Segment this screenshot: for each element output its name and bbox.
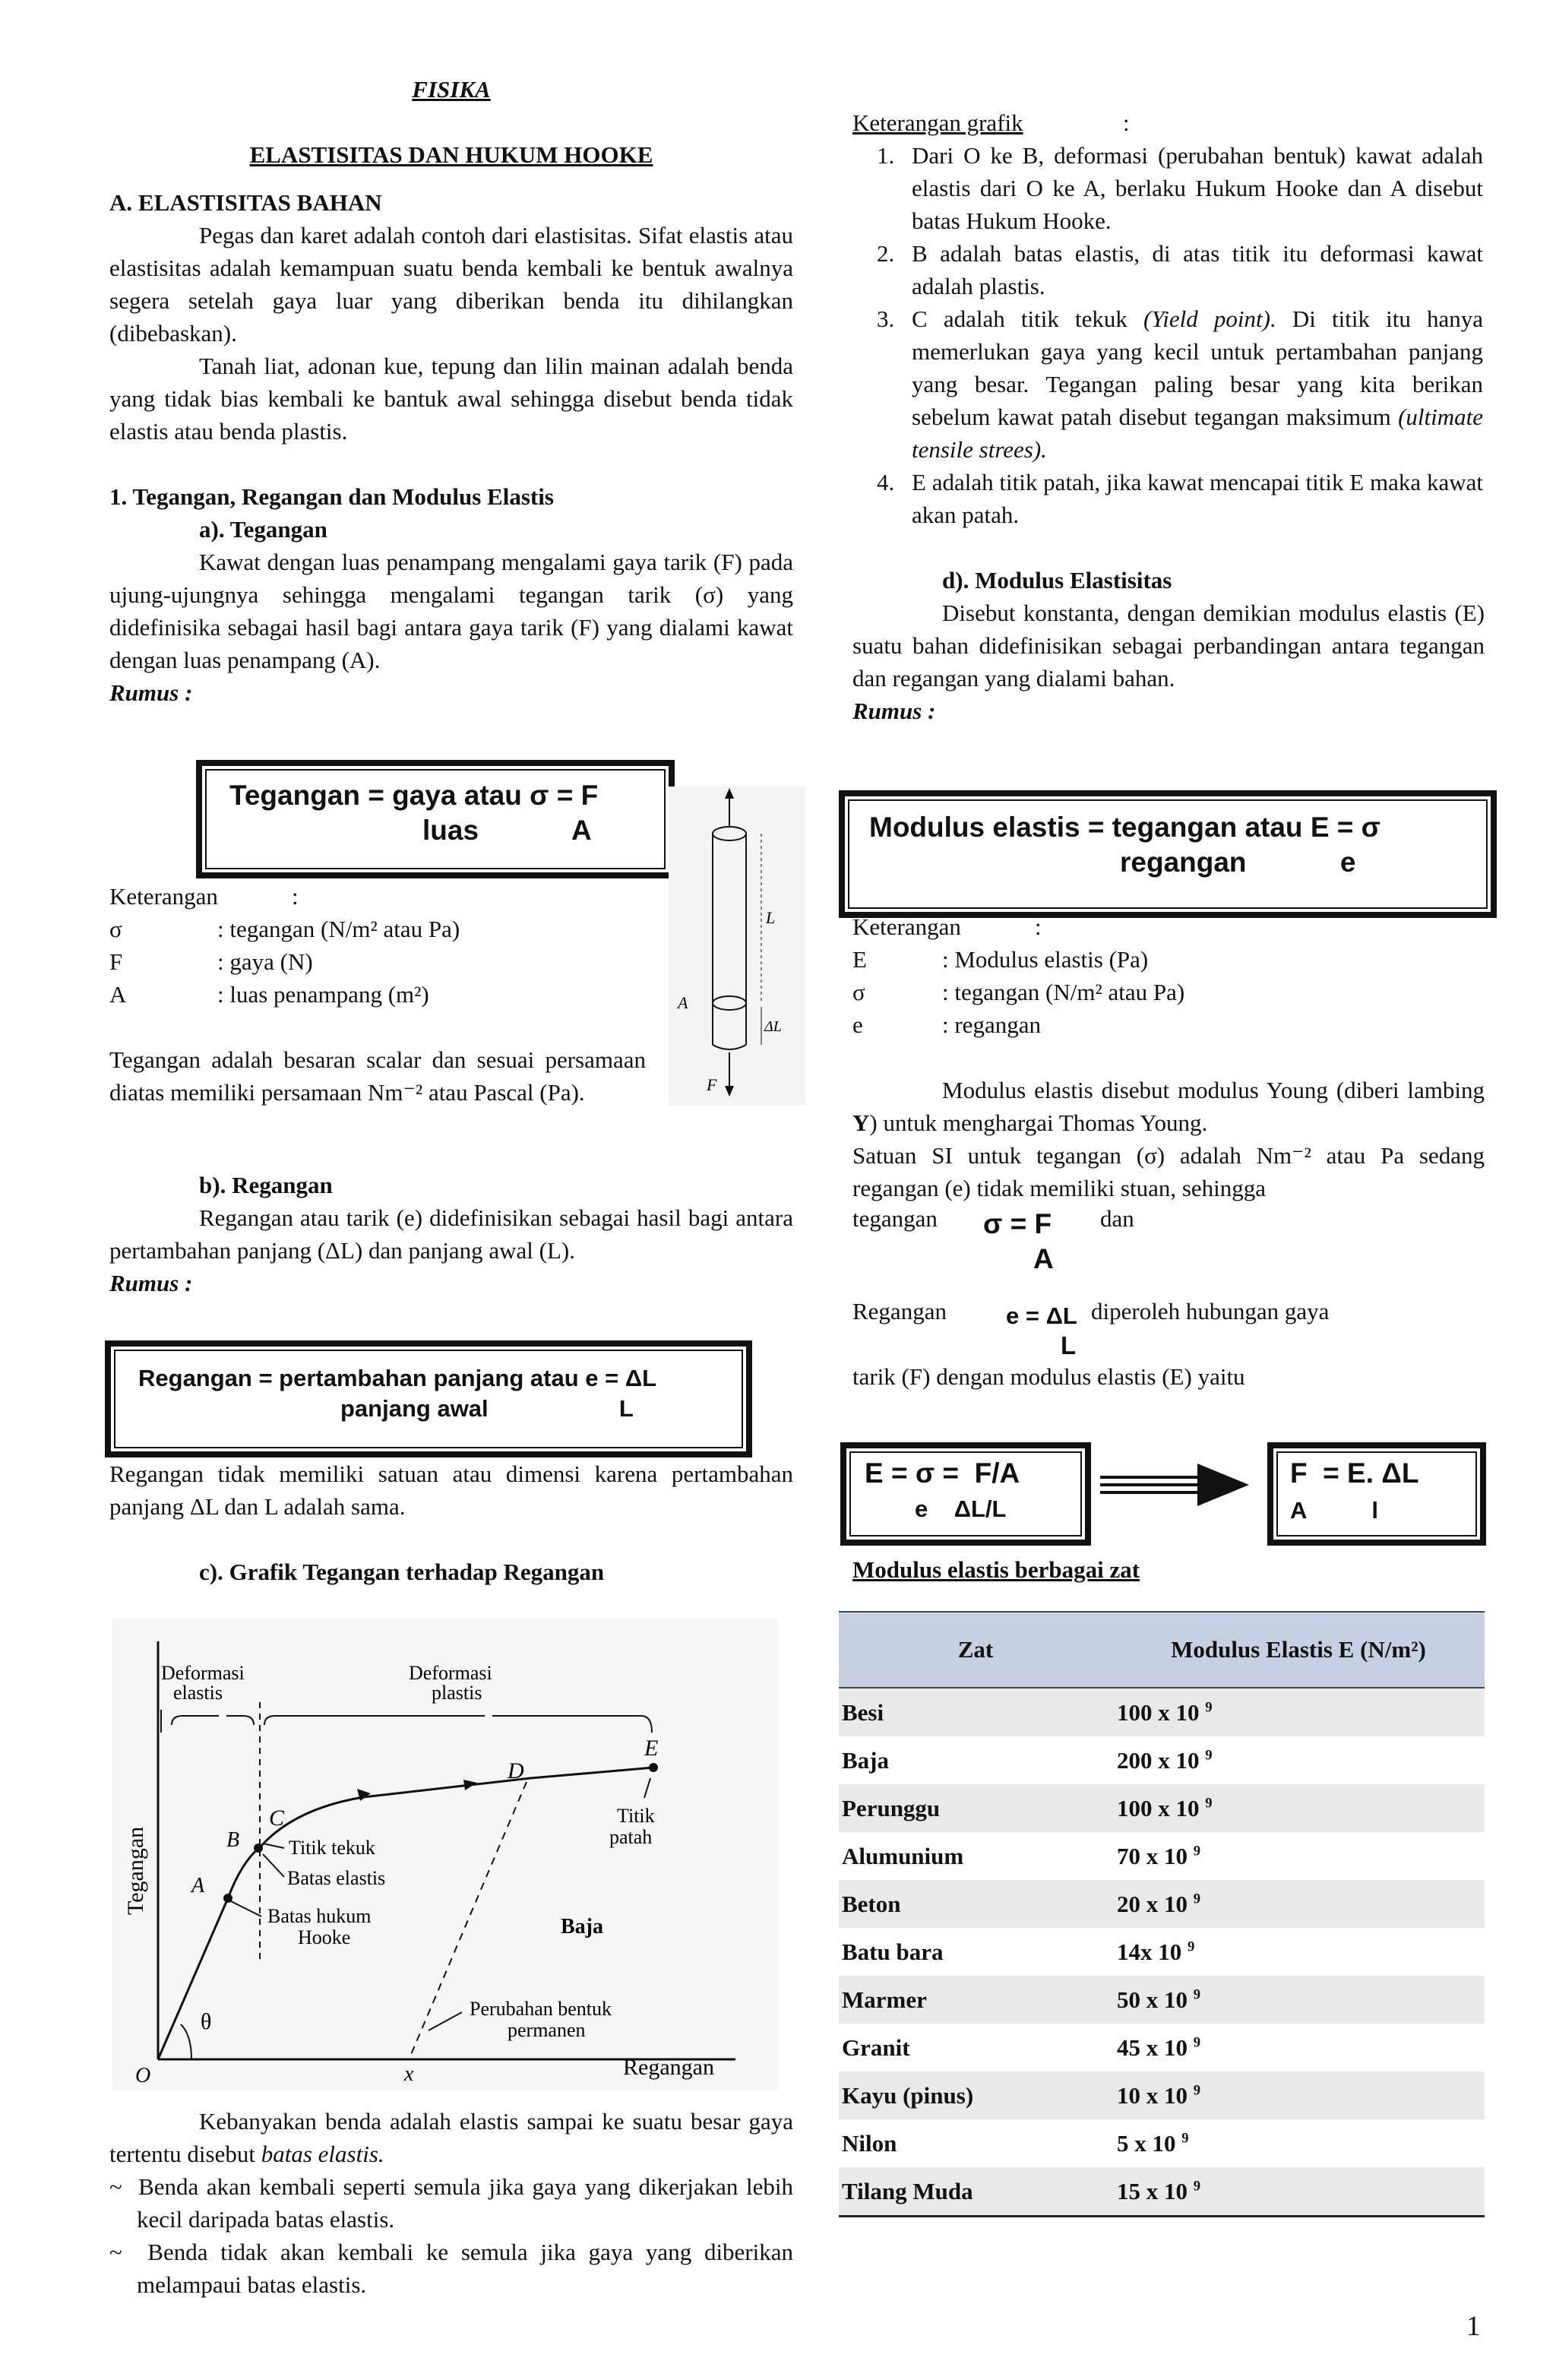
table-row	[839, 1736, 1485, 1784]
table-cell-modulus-value: 20 x 10	[1117, 1890, 1188, 1917]
grafik-heading: c). Grafik Tegangan terhadap Regangan	[199, 1559, 605, 1585]
section-a-heading: A. ELASTISITAS BAHAN	[109, 189, 382, 216]
ket-grafik-item-1: 1. Dari O ke B, deformasi (perubahan bentuk) kawat adalah elastis dari O ke A, berlaku Hukum Hooke dan A disebut batas Hukum Hooke.	[877, 142, 1483, 234]
regangan-heading: b). Regangan	[199, 1172, 333, 1198]
table-cell-exponent: 9	[1193, 2082, 1201, 2099]
graph-point-A: A	[191, 1874, 205, 1897]
batas-elastis-text: Kebanyakan benda adalah elastis sampai ke suatu besar gaya tertentu disebut batas elastis.	[109, 2108, 793, 2167]
table-cell-exponent: 9	[1205, 1795, 1213, 1812]
table-cell-modulus	[1114, 1880, 1485, 1928]
table-cell-modulus	[1114, 1832, 1485, 1880]
modulus-ket-sym-3: e	[852, 1011, 863, 1038]
table-cell-zat: Beton	[842, 1890, 901, 1917]
modulus-ket-sym-1: E	[852, 946, 867, 973]
page-number: 1	[1466, 2311, 1481, 2342]
e-den: L	[1061, 1331, 1077, 1359]
modulus-formula-box	[839, 790, 1497, 918]
section-a-p2: Tanah liat, adonan kue, tepung dan lilin mainan adalah benda yang tidak bias kembali ke bantuk awal sehingga disebut benda tidak elastis atau benda plastis.	[109, 353, 793, 445]
table-cell-modulus	[1114, 1736, 1485, 1784]
table-cell-modulus-value: 10 x 10	[1117, 2081, 1188, 2109]
table-cell-zat: Marmer	[842, 1986, 927, 2013]
modulus-ket-desc-2: : tegangan (N/m² atau Pa)	[942, 979, 1185, 1005]
left-column	[109, 73, 793, 709]
after-graph-text	[109, 2105, 793, 2301]
ket-grafik-item-4: 4. E adalah titik patah, jika kawat mencapai titik E maka kawat akan patah.	[877, 469, 1483, 528]
tarik-line: tarik (F) dengan modulus elastis (E) yaitu	[852, 1363, 1245, 1390]
table-cell-modulus	[1114, 1688, 1485, 1736]
stress-strain-graph	[112, 1619, 778, 2090]
table-cell-exponent: 9	[1193, 1843, 1201, 1859]
graph-point-C: C	[269, 1806, 285, 1831]
graph-region1-line2: elastis	[173, 1682, 223, 1704]
modulus-ket-desc-3: : regangan	[942, 1011, 1041, 1038]
section-b	[109, 1169, 793, 1299]
diperoleh-text: diperoleh hubungan gaya	[1091, 1298, 1330, 1325]
table-cell-modulus-value: 14x 10	[1117, 1938, 1182, 1965]
table-row	[839, 1880, 1485, 1928]
table-cell-zat: Kayu (pinus)	[842, 2081, 974, 2109]
ket-grafik-item-3: 3. C adalah titik tekuk (Yield point). Di titik itu hanya memerlukan gaya yang kecil untuk pertambahan panjang yang besar. Tegangan paling besar yang kita berikan sebelum kawat patah disebut tegangan maksimum (ultimate tensile strees).	[877, 305, 1484, 463]
right-column	[852, 106, 1485, 727]
table-cell-modulus	[1114, 1976, 1485, 2024]
table-cell-modulus-value: 15 x 10	[1117, 2177, 1188, 2204]
table-cell-modulus	[1114, 2024, 1485, 2071]
table-cell-exponent: 9	[1188, 1938, 1195, 1955]
graph-region2-line2: plastis	[432, 1682, 482, 1704]
table-cell-zat: Granit	[842, 2033, 910, 2061]
tegangan-formula-top: Tegangan = gaya atau σ = F	[229, 780, 599, 811]
modulus-text: Disebut konstanta, dengan demikian modulus elastis (E) suatu bahan didefinisikan sebagai perbandingan antara tegangan dan regangan yang dialami bahan.	[852, 600, 1485, 692]
table-cell-modulus-value: 200 x 10	[1117, 1746, 1200, 1774]
table-cell-exponent: 9	[1193, 2034, 1201, 2051]
table-row	[839, 1784, 1485, 1832]
table-row	[839, 1928, 1485, 1976]
ket-grafik-label: Keterangan grafik	[852, 109, 1023, 136]
regangan-note: Regangan tidak memiliki satuan atau dimensi karena pertambahan panjang ΔL dan L adalah sama.	[109, 1461, 793, 1520]
table-cell-zat: Nilon	[842, 2129, 897, 2157]
regangan-formula-top: Regangan = pertambahan panjang atau e = ΔL	[138, 1365, 657, 1391]
wire-label-dL: ΔL	[764, 1018, 782, 1035]
table-cell-modulus-value: 45 x 10	[1117, 2033, 1188, 2061]
modulus-table	[839, 1611, 1485, 2217]
tegangan-text: Kawat dengan luas penampang mengalami gaya tarik (F) pada ujung-ujungnya sehingga mengalami tegangan tarik (σ) yang didefinisika sebagai hasil bagi antara gaya tarik (F) yang dialami kawat dengan luas penampang (A).	[109, 549, 793, 673]
table-cell-exponent: 9	[1205, 1747, 1213, 1764]
graph-point-x: x	[404, 2062, 414, 2086]
table-row	[839, 2071, 1485, 2119]
table-row	[839, 2119, 1485, 2167]
table-header-modulus: Modulus Elastis E (N/m²)	[1171, 1636, 1426, 1663]
ket-a-desc-1: : tegangan (N/m² atau Pa)	[217, 916, 460, 942]
table-cell-exponent: 9	[1193, 1891, 1201, 1907]
regangan-word: Regangan	[852, 1298, 947, 1325]
graph-note-perubahan-2: permanen	[508, 2019, 586, 2041]
ket-grafik-colon: :	[1123, 109, 1130, 136]
e-eq: e = ΔL	[1006, 1302, 1077, 1329]
graph-note-perubahan-1: Perubahan bentuk	[470, 1998, 612, 2020]
table-cell-modulus	[1114, 1928, 1485, 1976]
young-text: Modulus elastis disebut modulus Young (diberi lambing Y) untuk menghargai Thomas Young.	[852, 1077, 1485, 1136]
table-cell-zat: Perunggu	[842, 1794, 941, 1821]
tegangan-note: Tegangan adalah besaran scalar dan sesuai persamaan diatas memiliki persamaan Nm⁻² atau Pascal (Pa).	[109, 1046, 646, 1106]
tegangan-formula-box	[196, 760, 675, 878]
dan-word: dan	[1100, 1205, 1134, 1232]
bullet-2: ~ Benda tidak akan kembali ke semula jika gaya yang diberikan melampaui batas elastis.	[109, 2239, 794, 2298]
tegangan-formula-bottom: luas A	[422, 815, 592, 846]
ket-a-sym-2: F	[109, 948, 123, 975]
sigma-eq: σ = F	[983, 1208, 1052, 1239]
wire-figure	[669, 786, 805, 1106]
main-title: ELASTISITAS DAN HUKUM HOOKE	[249, 141, 653, 168]
equation-box-1	[840, 1442, 1091, 1546]
ket-a-desc-3: : luas penampang (m²)	[217, 981, 429, 1008]
graph-y-label: Tegangan	[123, 1826, 148, 1915]
table-row	[839, 1976, 1485, 2024]
graph-point-O: O	[135, 2064, 151, 2087]
graph-note-baja: Baja	[561, 1915, 603, 1938]
graph-note-batas-elastis: Batas elastis	[287, 1867, 386, 1889]
table-cell-modulus-value: 5 x 10	[1117, 2129, 1176, 2157]
keterangan-a-colon: :	[292, 883, 299, 910]
modulus-ket-label: Keterangan	[852, 913, 961, 940]
arrow-icon	[1100, 1461, 1252, 1509]
equation-box-2-top: F = E. ΔL	[1290, 1457, 1419, 1489]
graph-note-titik-patah-1: Titik	[617, 1805, 655, 1827]
table-cell-modulus-value: 70 x 10	[1117, 1842, 1188, 1869]
table-title: Modulus elastis berbagai zat	[852, 1556, 1140, 1583]
modulus-ket-sym-2: σ	[852, 979, 865, 1005]
page-header: FISIKA	[412, 76, 491, 103]
table-cell-modulus-value: 100 x 10	[1117, 1794, 1200, 1821]
wire-label-L: L	[766, 908, 776, 927]
ket-a-desc-2: : gaya (N)	[217, 948, 313, 975]
table-cell-zat: Batu bara	[842, 1938, 944, 1965]
table-cell-zat: Alumunium	[842, 1842, 964, 1869]
regangan-formula-box	[105, 1340, 752, 1457]
regangan-note-block	[109, 1457, 793, 1588]
bullet-1: ~ Benda akan kembali seperti semula jika gaya yang dikerjakan lebih kecil daripada batas elastis.	[109, 2173, 793, 2233]
table-body	[839, 1688, 1485, 2215]
table-cell-exponent: 9	[1181, 2130, 1189, 2147]
tegangan-heading: a). Tegangan	[199, 516, 327, 543]
wire-label-F: F	[707, 1075, 717, 1094]
table-cell-zat: Baja	[842, 1746, 889, 1774]
sub1-heading: 1. Tegangan, Regangan dan Modulus Elastis	[109, 483, 554, 510]
graph-theta: θ	[201, 2009, 212, 2034]
table-cell-modulus	[1114, 2071, 1485, 2119]
ket-grafik-item-2: 2. B adalah batas elastis, di atas titik itu deformasi kawat adalah plastis.	[877, 240, 1483, 299]
graph-point-D: D	[508, 1758, 524, 1783]
rumus-label-b: Rumus :	[109, 1270, 193, 1296]
table-row	[839, 1832, 1485, 1880]
modulus-ket-desc-1: : Modulus elastis (Pa)	[942, 946, 1149, 973]
graph-point-E: E	[644, 1736, 659, 1761]
keterangan-a-label: Keterangan	[109, 883, 218, 910]
modulus-keterangan	[852, 910, 1485, 1204]
tegangan-word: tegangan	[852, 1205, 938, 1232]
table-row	[839, 2024, 1485, 2071]
graph-note-batas-hooke-2: Hooke	[298, 1926, 351, 1948]
graph-region2-line1: Deformasi	[409, 1662, 492, 1684]
section-a-p1: Pegas dan karet adalah contoh dari elastisitas. Sifat elastis atau elastisitas adalah kemampuan suatu benda kembali ke bentuk awalnya segera setelah gaya luar yang diberikan benda itu dihilangkan (dibebaskan).	[109, 222, 793, 347]
table-row	[839, 1688, 1485, 1736]
graph-note-titik-tekuk: Titik tekuk	[289, 1837, 375, 1859]
rumus-label-d: Rumus :	[852, 698, 936, 724]
table-cell-exponent: 9	[1193, 1986, 1201, 2003]
table-header	[839, 1613, 1485, 1688]
ket-a-sym-1: σ	[109, 916, 122, 942]
graph-x-label: Regangan	[623, 2055, 714, 2080]
sigma-den: A	[1033, 1243, 1054, 1274]
regangan-text: Regangan atau tarik (e) didefinisikan sebagai hasil bagi antara pertambahan panjang (ΔL) dan panjang awal (L).	[109, 1204, 793, 1264]
table-cell-zat: Besi	[842, 1698, 884, 1726]
table-cell-zat: Tilang Muda	[842, 2177, 973, 2204]
modulus-formula-bottom: regangan e	[1120, 847, 1356, 878]
equation-box-2-bottom: A l	[1290, 1497, 1378, 1524]
graph-region1-line1: Deformasi	[161, 1662, 245, 1684]
modulus-heading: d). Modulus Elastisitas	[942, 567, 1172, 593]
modulus-ket-colon: :	[1035, 913, 1042, 940]
table-header-zat: Zat	[957, 1636, 994, 1663]
rumus-label-a: Rumus :	[109, 679, 193, 706]
satuan-text: Satuan SI untuk tegangan (σ) adalah Nm⁻² atau Pa sedang regangan (e) tidak memiliki stuan, sehingga	[852, 1142, 1485, 1201]
table-cell-modulus-value: 100 x 10	[1117, 1698, 1200, 1726]
modulus-formula-top: Modulus elastis = tegangan atau E = σ	[869, 812, 1380, 843]
wire-label-A: A	[678, 993, 688, 1012]
equation-box-1-bottom: e ΔL/L	[915, 1495, 1007, 1522]
graph-note-titik-patah-2: patah	[609, 1826, 653, 1848]
ket-a-sym-3: A	[109, 981, 127, 1008]
regangan-formula-bottom: panjang awal L	[340, 1395, 634, 1422]
graph-point-B: B	[226, 1828, 240, 1852]
equation-box-1-top: E = σ = F/A	[865, 1457, 1020, 1489]
table-cell-modulus-value: 50 x 10	[1117, 1986, 1188, 2013]
table-cell-exponent: 9	[1193, 2178, 1201, 2195]
table-cell-exponent: 9	[1205, 1699, 1213, 1716]
keterangan-a	[109, 880, 656, 1109]
table-cell-modulus	[1114, 2167, 1485, 2215]
table-cell-modulus	[1114, 2119, 1485, 2167]
table-cell-modulus	[1114, 1784, 1485, 1832]
table-row	[839, 2167, 1485, 2215]
equation-box-2	[1267, 1442, 1486, 1546]
graph-note-batas-hooke-1: Batas hukum	[267, 1905, 372, 1927]
